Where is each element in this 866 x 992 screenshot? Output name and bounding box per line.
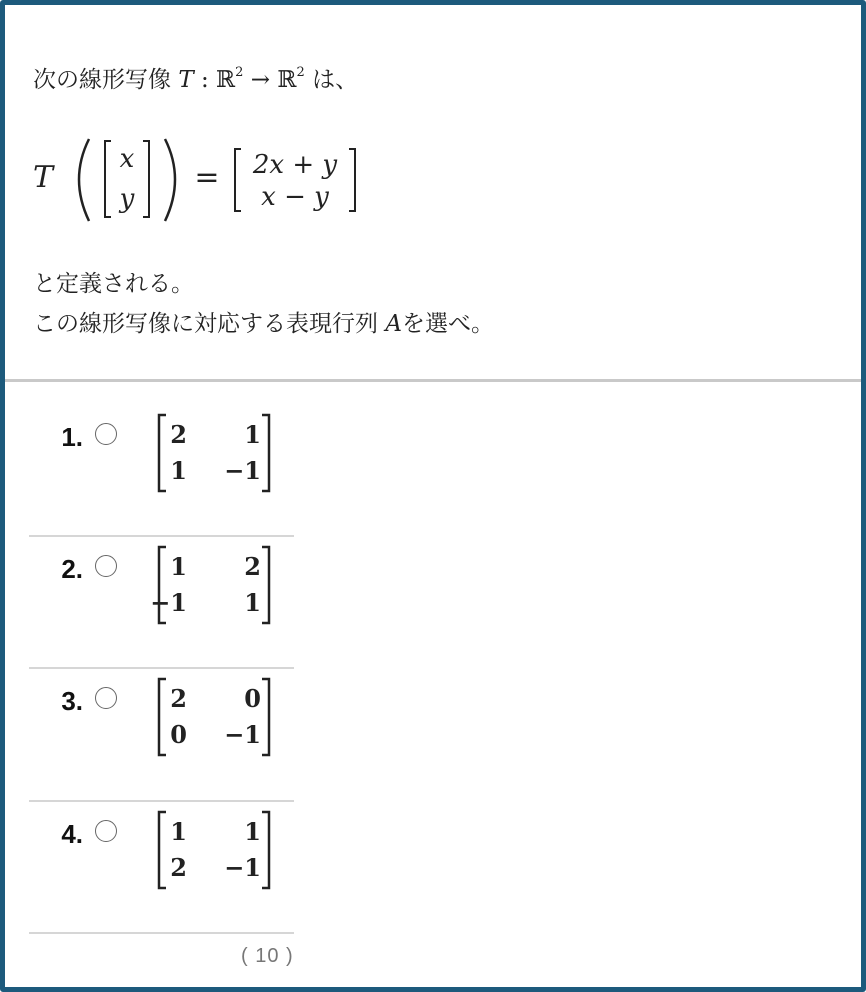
choice-radio-button[interactable]: [95, 423, 117, 445]
matrix-cell-r2-c1: 0: [170, 720, 187, 749]
matrix-left-bracket: [159, 679, 166, 755]
choice-separator: [29, 535, 294, 537]
left-paren: [79, 139, 89, 221]
domain-exponent: 2: [235, 65, 244, 81]
question-line-3: [33, 305, 494, 338]
codomain-exponent: 2: [296, 65, 305, 81]
output-row-2: x − y: [261, 182, 329, 212]
choice-number: 3.: [61, 686, 83, 716]
matrix-cell-r1-c2: 2: [244, 552, 261, 581]
input-right-bracket: [143, 141, 149, 217]
question-intro-line: [33, 61, 358, 94]
matrix-cell-r2-c1: 1: [170, 456, 187, 485]
question-prompt: [5, 5, 861, 379]
matrix-cell-r1-c1: 1: [170, 552, 187, 581]
answer-choice-1[interactable]: [5, 407, 295, 527]
domain-space: ℝ: [216, 67, 236, 93]
matrix-left-bracket: [159, 415, 166, 491]
matrix-cell-r2-c2: −1: [224, 456, 261, 485]
input-x: x: [119, 144, 135, 174]
matrix-right-bracket: [262, 812, 269, 888]
answer-choice-3[interactable]: [5, 671, 295, 791]
equals-sign: =: [194, 160, 220, 195]
matrix-cell-r2-c2: −1: [224, 853, 261, 882]
intro-suffix: は、: [312, 67, 359, 93]
line3-suffix: を選べ。: [401, 311, 494, 337]
matrix-cell-r2-c2: −1: [224, 720, 261, 749]
matrix-cell-r1-c2: 1: [244, 817, 261, 846]
matrix-cell-r1-c1: 2: [170, 420, 187, 449]
matrix-cell-r1-c2: 0: [244, 684, 261, 713]
intro-text: 次の線形写像: [33, 67, 171, 93]
matrix-cell-r2-c1: −1: [150, 588, 187, 617]
choice-number: 2.: [61, 554, 83, 584]
output-right-bracket: [349, 149, 355, 211]
right-paren: [165, 139, 175, 221]
lhs-function: T: [33, 160, 54, 195]
choice-separator: [29, 800, 294, 802]
map-symbol: T: [178, 67, 194, 93]
matrix-cell-r1-c1: 1: [170, 817, 187, 846]
matrix-right-bracket: [262, 415, 269, 491]
matrix-cell-r2-c2: 1: [244, 588, 261, 617]
output-left-bracket: [235, 149, 241, 211]
arrow: →: [250, 67, 271, 93]
matrix-cell-r1-c1: 2: [170, 684, 187, 713]
colon: :: [200, 67, 209, 93]
question-divider: [5, 379, 861, 382]
choice-radio-button[interactable]: [95, 555, 117, 577]
choice-separator: [29, 932, 294, 934]
question-line-2: と定義される。: [33, 271, 194, 297]
output-row-1: 2x + y: [252, 150, 338, 180]
definition-equation: [31, 129, 391, 229]
answer-choice-2[interactable]: [5, 539, 295, 659]
matrix-cell-r1-c2: 1: [244, 420, 261, 449]
choice-separator: [29, 667, 294, 669]
matrix-symbol: A: [385, 311, 402, 337]
matrix-right-bracket: [262, 547, 269, 623]
choice-radio-button[interactable]: [95, 687, 117, 709]
input-left-bracket: [105, 141, 111, 217]
answer-choice-4[interactable]: [5, 804, 295, 924]
matrix-cell-r2-c1: 2: [170, 853, 187, 882]
codomain-space: ℝ: [277, 67, 297, 93]
choice-number: 4.: [61, 819, 83, 849]
choice-matrix: [155, 411, 280, 495]
choice-matrix: [155, 675, 280, 759]
choice-number: 1.: [61, 422, 83, 452]
line3-prefix: この線形写像に対応する表現行列: [33, 311, 378, 337]
choice-matrix: [155, 808, 280, 892]
matrix-right-bracket: [262, 679, 269, 755]
choice-matrix: [150, 543, 280, 627]
points-label: ( 10 ): [241, 945, 294, 967]
input-y: y: [119, 184, 135, 214]
choice-radio-button[interactable]: [95, 820, 117, 842]
matrix-left-bracket: [159, 812, 166, 888]
